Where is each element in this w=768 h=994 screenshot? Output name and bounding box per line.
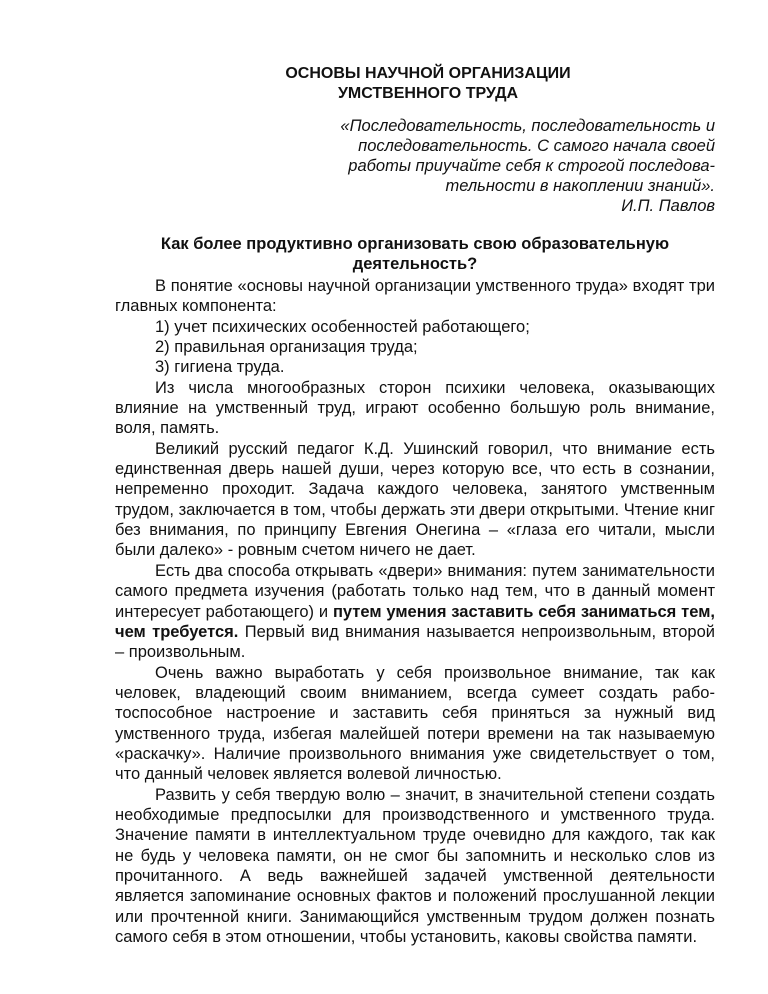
section-heading-line-1: Как более продуктивно организовать свою образовательную: [160, 235, 670, 253]
list-item: 1) учет психических особенностей работающего;: [155, 317, 530, 336]
epigraph-line-3: работы приучайте себя к строгой последова-: [348, 157, 715, 175]
title-line-2: УМСТВЕННОГО ТРУДА: [337, 85, 519, 102]
list-item: 3) гигиена труда.: [155, 358, 285, 377]
paragraph-psyche: Из числа многообразных сторон психики человека, оказывающих влияние на умственный труд, играют особенно большую роль внимание, воля, память.: [115, 378, 715, 438]
list-item: 2) правильная организация труда;: [155, 338, 418, 357]
epigraph: [115, 116, 715, 216]
body-text: [115, 276, 715, 947]
paragraph-intro: В понятие «основы научной организации умственного труда» входят три главных компонента:: [115, 277, 715, 316]
paragraph-ushinsky: Великий русский педагог К.Д. Ушинский говорил, что внимание есть единственная дверь нашей души, через которую все, что есть в сознании, непременно проходит. Задача каждого человека, занятого умственным трудом, заключается в том, чтобы держать эти двери открытыми. Чтение книг без внимания, по принципу Евгения Онегина – «глаза его читали, мысли были далеко» - ровным счетом ничего не дает.: [115, 439, 715, 560]
epigraph-line-2: последовательность. С самого начала своей: [358, 137, 715, 155]
section-heading-line-2: деятельность?: [352, 255, 478, 273]
paragraph-text: Первый вид внимания называется непроизвольным, второй – произвольным.: [115, 622, 715, 662]
emphasis-text: путем умения заставить себя заниматься тем, чем требуется.: [115, 602, 715, 641]
epigraph-line-4: тельности в накоплении знаний».: [445, 177, 715, 195]
epigraph-author: И.П. Павлов: [621, 197, 715, 215]
paragraph-will-memory: Развить у себя твердую волю – значит, в значительной степени создать необходимые предпосылки для производственного и умственного труда. Значение памяти в интеллектуальном труде очевидно для каждого, так как не будь у человека памяти, он не смог бы запомнить и несколько слов из прочитанного. А ведь важнейшей задачей умственной деятельности является запоминание основных фактов и положений прослушанной лекции или прочтенной книги. Занимающийся умственным трудом должен познать самого себя в этом отношении, чтобы установить, каковы свойства памяти.: [115, 785, 715, 946]
paragraph-attention-methods: [115, 561, 715, 663]
paragraph-voluntary-attention: Очень важно выработать у себя произвольное внимание, так как человек, владеющий своим вниманием, всегда сумеет создать работоспособное настроение и заставить себя приняться за нужный вид умственного труда, избегая малейшей потери времени на так называемую «раскачку». Наличие произвольного внимания уже свидетельствует о том, что данный человек является волевой личностью.: [115, 663, 715, 784]
section-heading: [115, 234, 715, 274]
document-page: [115, 64, 715, 947]
paragraph-text: Есть два способа открывать «двери» внимания: путем занимательности самого предмета изучения (работать только над тем, что в данный момент интересует работающего) и: [115, 561, 715, 621]
page-title: [115, 64, 715, 104]
title-line-1: ОСНОВЫ НАУЧНОЙ ОРГАНИЗАЦИИ: [285, 65, 571, 82]
epigraph-line-1: «Последовательность, последовательность и: [340, 117, 715, 135]
